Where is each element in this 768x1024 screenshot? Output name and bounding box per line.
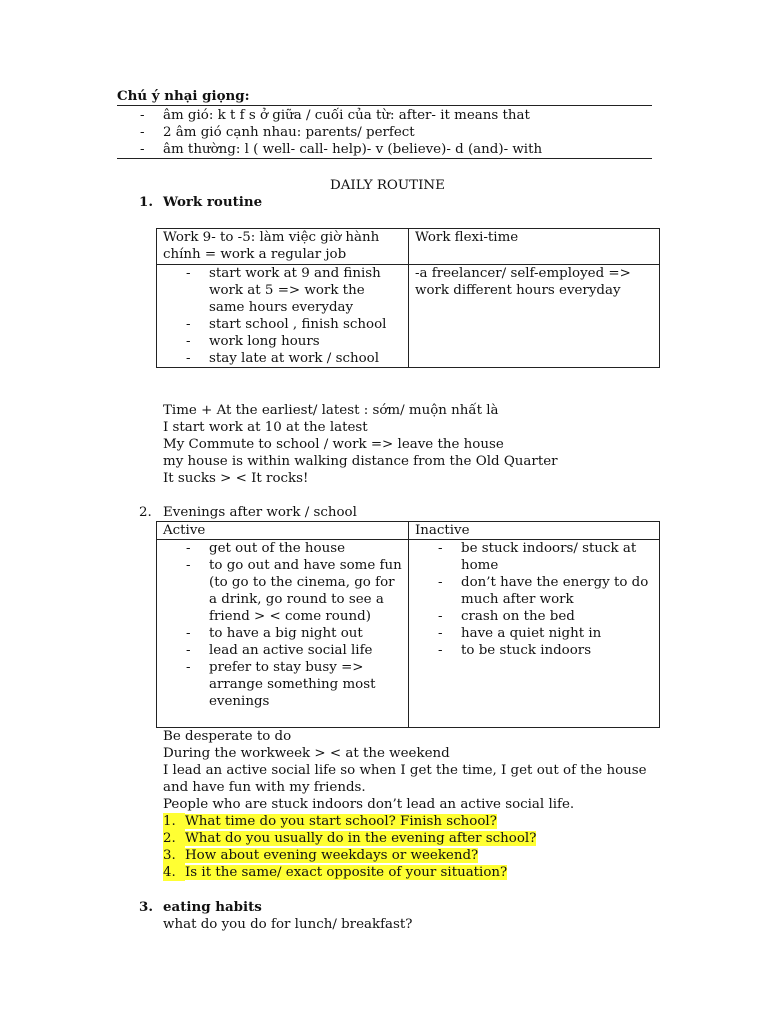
active-header: Active [157,522,409,540]
active-item: - to go out and have some fun (to go to the cinema, go for a drink, go round to see a friend > < come round) [186,557,402,625]
section3-number: 3. [139,899,153,915]
section1-note: Time + At the earliest/ latest : sớm/ muộn nhất là [163,403,499,418]
intro-item: - 2 âm gió cạnh nhau: parents/ perfect [140,124,542,141]
intro-item: - âm gió: k t f s ở giữa / cuối của từ: after- it means that [140,107,542,124]
question-text: What time do you start school? Finish school? [185,814,497,829]
inactive-item: - be stuck indoors/ stuck at home [438,540,653,574]
section3-title: eating habits [163,899,262,915]
active-item: - prefer to stay busy => arrange something most evenings [186,659,402,710]
intro-bottom-rule [117,158,652,159]
question-number: 1. [163,813,185,830]
question-number: 4. [163,864,185,881]
active-item: - to have a big night out [186,625,402,642]
work-9-5-list [186,265,402,367]
section2-note: During the workweek > < at the weekend [163,746,450,761]
section1-note: my house is within walking distance from the Old Quarter [163,454,558,469]
inactive-item: - to be stuck indoors [438,642,653,659]
section1-note: I start work at 10 at the latest [163,420,368,435]
section2-number: 2. [139,505,152,520]
inactive-item: - don’t have the energy to do much after work [438,574,653,608]
work-flexi-text: -a freelancer/ self-employed => work different hours everyday [409,265,660,368]
evenings-table [156,521,660,728]
section1-note: It sucks > < It rocks! [163,471,309,486]
inactive-header: Inactive [409,522,660,540]
inactive-item: - crash on the bed [438,608,653,625]
active-item: - lead an active social life [186,642,402,659]
work-flexi-header: Work flexi-time [409,229,660,265]
question-text: What do you usually do in the evening after school? [185,831,537,846]
active-item: - get out of the house [186,540,402,557]
section2-title: Evenings after work / school [163,505,357,520]
question-text: How about evening weekdays or weekend? [185,848,479,863]
question-number: 3. [163,847,185,864]
intro-title: Chú ý nhại giọng: [117,88,250,104]
section2-note: I lead an active social life so when I get the time, I get out of the house and have fun with my friends. [163,763,647,795]
inactive-item: - have a quiet night in [438,625,653,642]
question-list [163,813,536,881]
intro-list [140,107,542,158]
work-9-5-header: Work 9- to -5: làm việc giờ hành chính = work a regular job [157,229,409,265]
section2-note: People who are stuck indoors don’t lead an active social life. [163,797,575,812]
work-9-5-item: - work long hours [186,333,402,350]
page-heading: DAILY ROUTINE [330,178,445,193]
inactive-list [438,540,653,659]
work-9-5-item: - start school , finish school [186,316,402,333]
section2-note: Be desperate to do [163,729,292,744]
work-9-5-item: - stay late at work / school [186,350,402,367]
section1-title: Work routine [163,194,263,210]
question-text: Is it the same/ exact opposite of your situation? [185,865,508,880]
intro-top-rule [117,105,652,106]
section1-note: My Commute to school / work => leave the house [163,437,504,452]
work-9-5-item: - start work at 9 and finish work at 5 => work the same hours everyday [186,265,402,316]
section3-note: what do you do for lunch/ breakfast? [163,917,413,932]
question-number: 2. [163,830,185,847]
intro-item: - âm thường: l ( well- call- help)- v (believe)- d (and)- with [140,141,542,158]
work-routine-table [156,228,660,368]
active-list [186,540,402,710]
section1-number: 1. [139,194,153,210]
